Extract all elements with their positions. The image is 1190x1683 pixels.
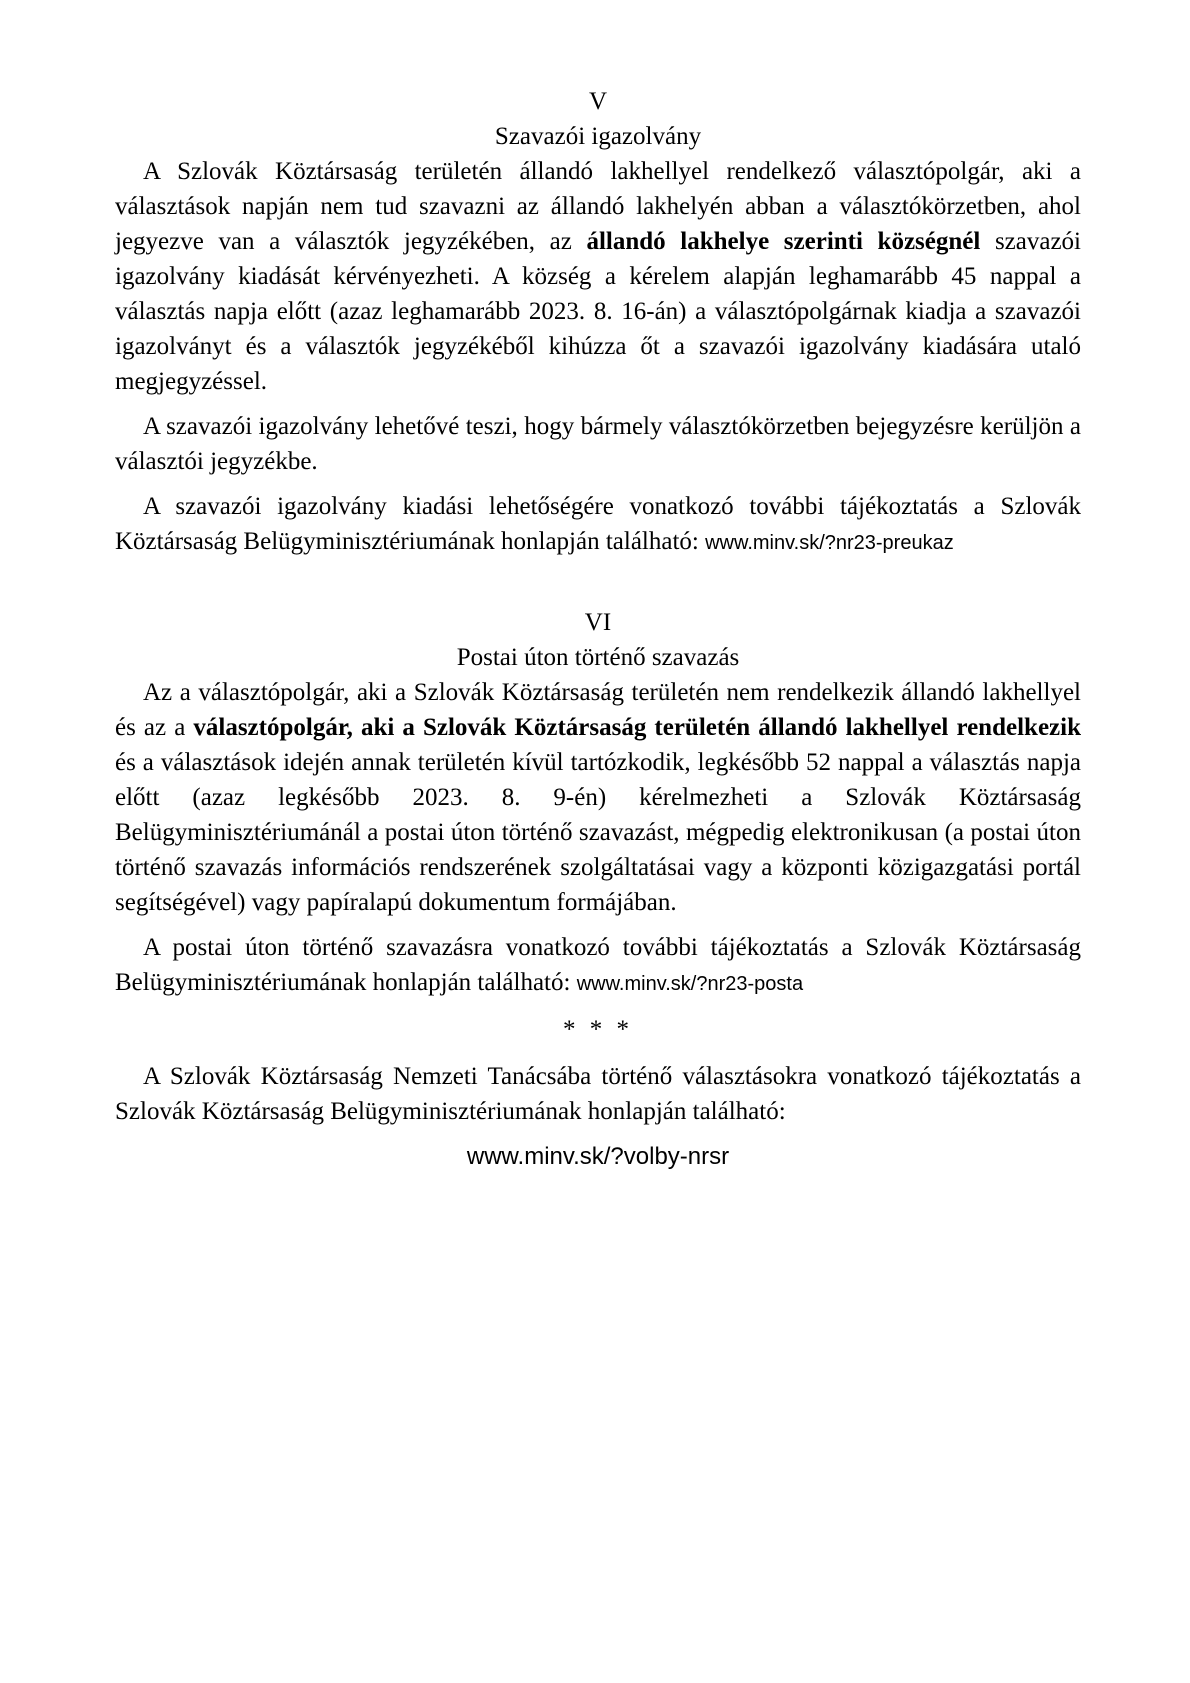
text-run: és a választások idején annak területén kívül tartózkodik, legkésőbb 52 nappal a választás napja előtt (azaz legkésőbb 2023. 8. 9-én) kérelmezheti a Szlovák Köztársaság Belügyminisztériumánál a postai úton történő szavazást, mégpedig elektronikusan (a postai úton történő szavazás információs rendszerének szolgáltatásai vagy a központi közigazgatási portál segítségével) vagy papíralapú dokumentum formájában. xyxy=(115,749,1081,916)
section-vi-paragraph-1 xyxy=(115,675,1081,920)
closing-paragraph: A Szlovák Köztársaság Nemzeti Tanácsába történő választásokra vonatkozó tájékoztatás a Szlovák Köztársaság Belügyminisztériumának honlapján található: xyxy=(115,1063,1081,1125)
section-v-title: Szavazói igazolvány xyxy=(494,123,702,150)
spacer xyxy=(115,571,1081,605)
bold-text-run: választópolgár, aki a Szlovák Köztársaság területén állandó lakhellyel rendelkezik xyxy=(193,714,1081,741)
text-run: A Szlovák Köztársaság területén állandó lakhellyel rendelkező választópolgár, aki a választások napján nem tud szavazni az állandó lakhelyén abban a választókörzetben, ahol jegyezve van a választók jegyzékében, az xyxy=(115,158,1081,255)
section-v-paragraph-1 xyxy=(115,154,1081,399)
separator-stars: * * * xyxy=(563,1016,633,1043)
posta-link[interactable]: www.minv.sk/?nr23-posta xyxy=(576,973,804,995)
text-run: A szavazói igazolvány kiadási lehetőségére vonatkozó további tájékoztatás a Szlovák Köztársaság Belügyminisztériumának honlapján található: xyxy=(115,493,1081,555)
section-v-paragraph-2: A szavazói igazolvány lehetővé teszi, hogy bármely választókörzetben bejegyzésre kerüljön a választói jegyzékbe. xyxy=(115,413,1081,475)
bold-text-run: állandó lakhelye szerinti községnél xyxy=(586,228,981,255)
preukaz-link[interactable]: www.minv.sk/?nr23-preukaz xyxy=(705,532,954,554)
section-vi-paragraph-2 xyxy=(115,930,1081,1002)
volby-link[interactable]: www.minv.sk/?volby-nrsr xyxy=(466,1143,730,1170)
section-vi-number: VI xyxy=(584,609,612,636)
section-vi-title: Postai úton történő szavazás xyxy=(456,644,740,671)
section-v-paragraph-3 xyxy=(115,489,1081,561)
text-run: szavazói igazolvány kiadását kérvényezheti. A község a kérelem alapján leghamarább 45 nappal a választás napja előtt (azaz leghamarább 2023. 8. 16-án) a választópolgárnak kiadja a szavazói igazolványt és a választók jegyzékéből kihúzza őt a szavazói igazolvány kiadására utaló megjegyzéssel. xyxy=(115,228,1082,395)
section-v-number: V xyxy=(588,88,608,115)
document-page xyxy=(115,80,1081,1174)
text-run: Az a választópolgár, aki a Szlovák Köztársaság területén nem rendelkezik állandó lakhellyel és az a xyxy=(115,679,1081,741)
text-run: A postai úton történő szavazásra vonatkozó további tájékoztatás a Szlovák Köztársaság Belügyminisztériumának honlapján található: xyxy=(115,934,1081,996)
